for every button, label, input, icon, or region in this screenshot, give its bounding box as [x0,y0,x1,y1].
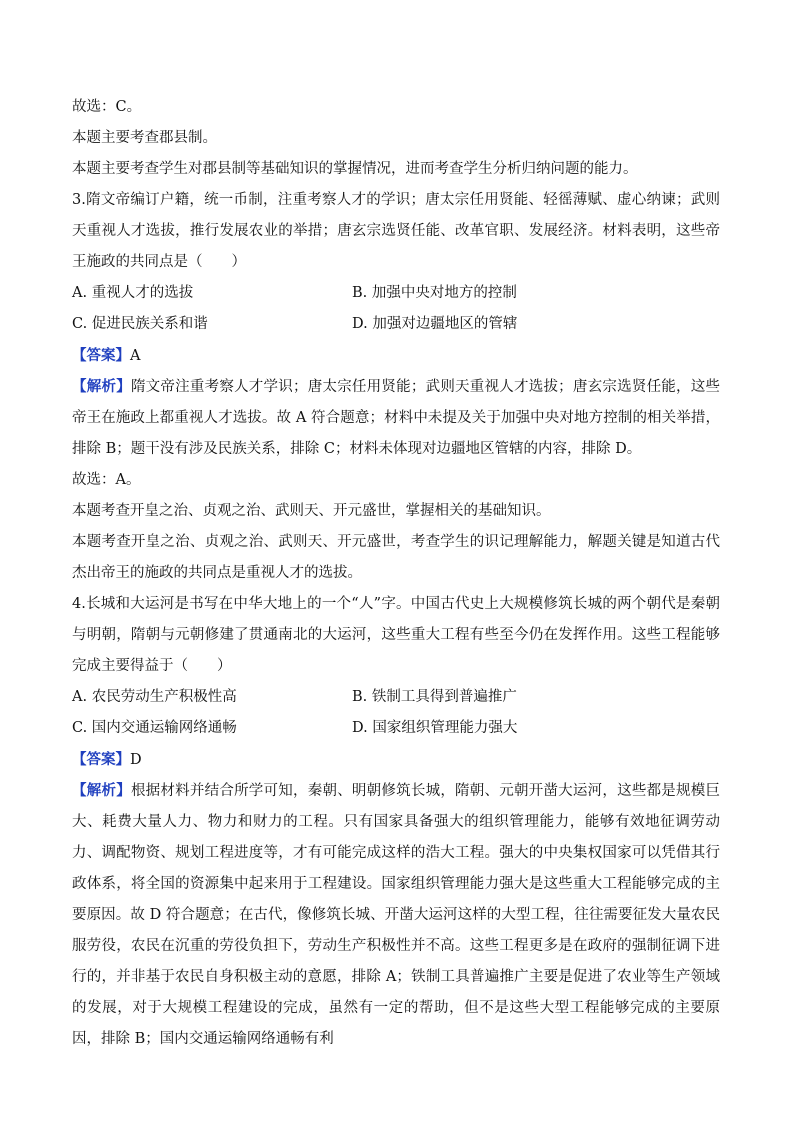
q4-stem: 4.长城和大运河是书写在中华大地上的一个“人”字。中国古代史上大规模修筑长城的两个朝代是秦朝与明朝，隋朝与元朝修建了贯通南北的大运河，这些重大工程有些至今仍在发挥作用。这些工程能够完成主要得益于（ ） [72,596,720,674]
q4-analysis-text: 根据材料并结合所学可知，秦朝、明朝修筑长城，隋朝、元朝开凿大运河，这些都是规模巨大、耗费大量人力、物力和财力的工程。只有国家具备强大的组织管理能力，能够有效地征调劳动力、调配物资、规划工程进度等，才有可能完成这样的浩大工程。强大的中央集权国家可以凭借其行政体系，将全国的资源集中起来用于工程建设。国家组织管理能力强大是这些重大工程能够完成的主要原因。故 D 符合题意；在古代，像修筑长城、开凿大运河这样的大型工程，往往需要征发大量农民服劳役，农民在沉重的劳役负担下，劳动生产积极性并不高。这些工程更多是在政府的强制征调下进行的，并非基于农民自身积极主动的意愿，排除 A；铁制工具普遍推广主要是促进了农业等生产领域的发展，对于大规模工程建设的完成，虽然有一定的帮助，但不是这些大型工程能够完成的主要原因，排除 B；国内交通运输网络通畅有利 [72,783,721,1047]
q4-options-row-2 [72,713,720,744]
q3-stem: 3.隋文帝编订户籍，统一币制，注重考察人才的学识；唐太宗任用贤能、轻徭薄赋、虚心纳谏；武则天重视人才选拔，推行发展农业的举措；唐玄宗选贤任能、改革官职、发展经济。材料表明，这些帝王施政的共同点是（ ） [72,192,720,270]
q3-topic-line: 本题考查开皇之治、贞观之治、武则天、开元盛世，掌握相关的基础知识。 [72,503,551,519]
q4-option-a: A. 农民劳动生产积极性高 [72,689,237,705]
q3-options-row-1 [72,278,720,309]
q4-analysis [72,775,720,1055]
q3-options-row-2 [72,309,720,340]
q4-option-b: B. 铁制工具得到普遍推广 [352,689,517,705]
q3-option-a: A. 重视人才的选拔 [72,285,194,301]
q3-option-b: B. 加强中央对地方的控制 [352,285,517,301]
q3-choice-line: 故选：A。 [72,472,141,488]
prev-topic-line: 本题主要考查郡县制。 [72,130,217,146]
q4-analysis-tag: 【解析】 [72,782,131,799]
prev-choice-line: 故选：C。 [72,99,142,115]
q4-answer-tag: 【答案】 [72,751,130,768]
q4-answer-value: D [130,752,142,768]
q3-option-d: D. 加强对边疆地区的管辖 [352,316,518,332]
q3-analysis-tag: 【解析】 [72,378,131,395]
q3-ability-line: 本题考查开皇之治、贞观之治、武则天、开元盛世，考查学生的识记理解能力，解题关键是知道古代杰出帝王的施政的共同点是重视人才的选拔。 [72,534,720,581]
q4-option-d: D. 国家组织管理能力强大 [352,720,518,736]
q3-answer [72,340,720,371]
q3-answer-value: A [130,348,141,364]
q3-option-c: C. 促进民族关系和谐 [72,316,208,332]
prev-ability-line: 本题主要考查学生对郡县制等基础知识的掌握情况，进而考查学生分析归纳问题的能力。 [72,161,638,177]
q3-analysis [72,371,720,465]
q4-option-c: C. 国内交通运输网络通畅 [72,720,237,736]
document-content [72,92,720,1055]
q4-answer [72,744,720,775]
q4-options-row-1 [72,682,720,713]
q3-analysis-text: 隋文帝注重考察人才学识；唐太宗任用贤能；武则天重视人才选拔；唐玄宗选贤任能，这些帝王在施政上都重视人才选拔。故 A 符合题意；材料中未提及关于加强中央对地方控制的相关举措，排除 B；题干没有涉及民族关系，排除 C；材料未体现对边疆地区管辖的内容，排除 D。 [72,379,721,457]
q3-answer-tag: 【答案】 [72,347,130,364]
